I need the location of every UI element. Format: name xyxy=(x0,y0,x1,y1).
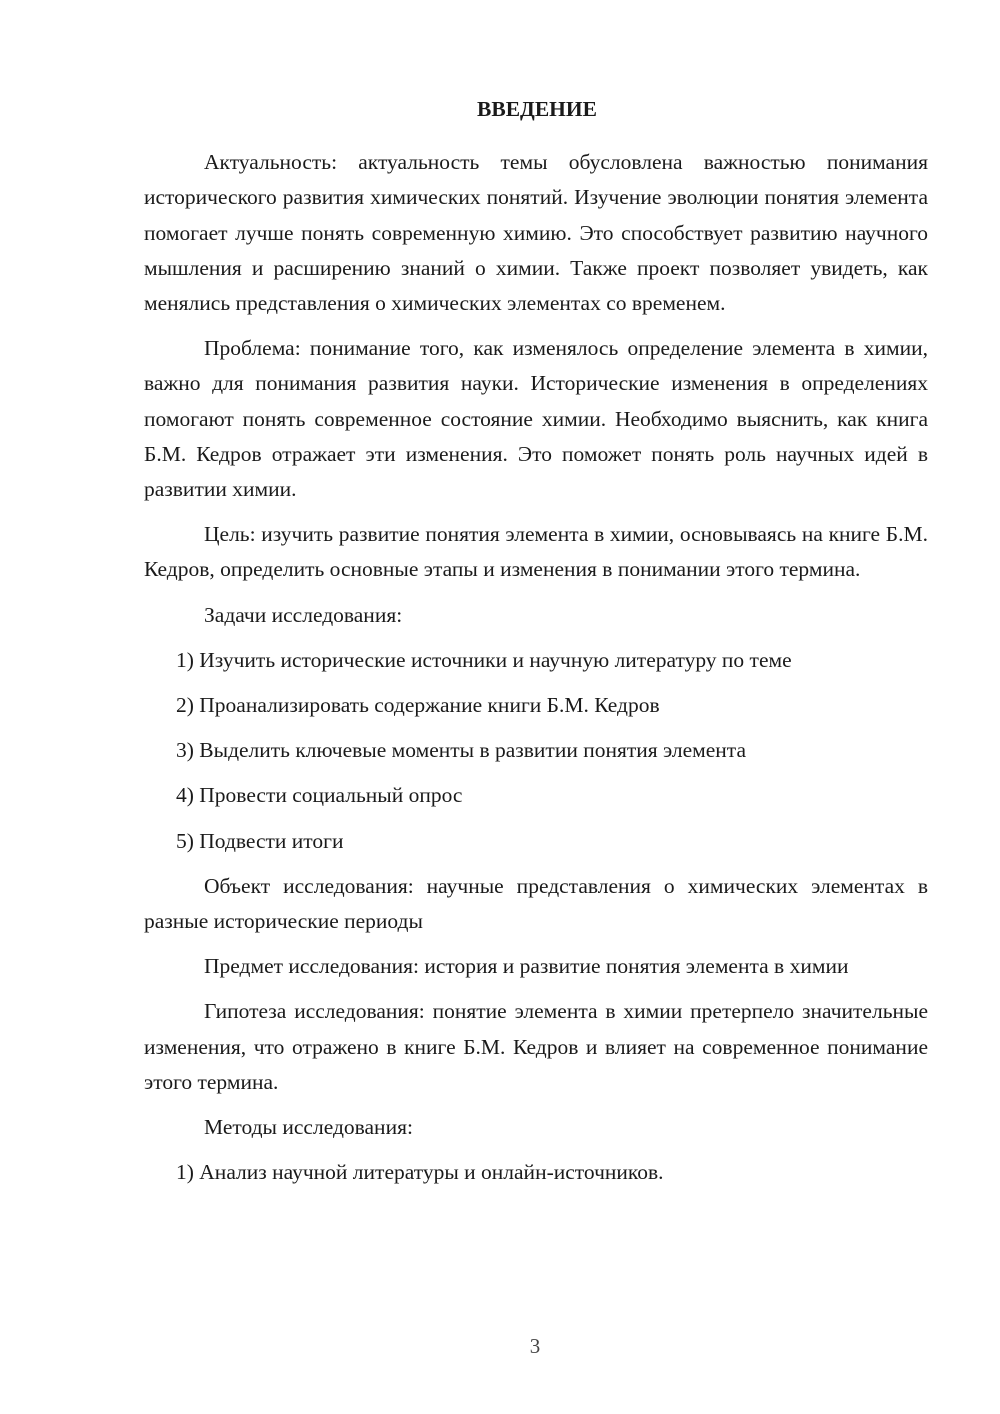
paragraph-subject: Предмет исследования: история и развитие понятия элемента в химии xyxy=(204,954,849,979)
paragraph-hypothesis: Гипотеза исследования: понятие элемента в химии претерпело значительные изменения, что отражено в книге Б.М. Кедров и влияет на современное понимание этого термина. xyxy=(144,999,928,1094)
paragraph-relevance: Актуальность: актуальность темы обусловлена важностью понимания исторического развития химических понятий. Изучение эволюции понятия элемента помогает лучше понять современную химию. Это способствует развитию научного мышления и расширению знаний о химии. Также проект позволяет увидеть, как менялись представления о химических элементах со временем. xyxy=(144,150,928,316)
task-item-1: 1) Изучить исторические источники и научную литературу по теме xyxy=(176,647,792,672)
task-item-4: 4) Провести социальный опрос xyxy=(176,783,463,808)
task-item-2: 2) Проанализировать содержание книги Б.М. Кедров xyxy=(176,693,660,718)
paragraph-object: Объект исследования: научные представления о химических элементах в разные исторические периоды xyxy=(144,873,928,934)
task-item-3: 3) Выделить ключевые моменты в развитии понятия элемента xyxy=(176,738,747,763)
tasks-heading: Задачи исследования: xyxy=(204,602,403,627)
paragraph-goal: Цель: изучить развитие понятия элемента в химии, основываясь на книге Б.М. Кедров, определить основные этапы и изменения в понимании этого термина. xyxy=(144,522,928,582)
task-item-5: 5) Подвести итоги xyxy=(176,828,344,853)
page-number: 3 xyxy=(529,1334,541,1358)
methods-heading: Методы исследования: xyxy=(204,1115,413,1140)
method-item-1: 1) Анализ научной литературы и онлайн-источников. xyxy=(176,1160,664,1185)
paragraph-problem: Проблема: понимание того, как изменялось определение элемента в химии, важно для понимания развития науки. Исторические изменения в определениях помогают понять современное состояние химии. Необходимо выяснить, как книга Б.М. Кедров отражает эти изменения. Это поможет понять роль научных идей в развитии химии. xyxy=(144,336,928,502)
document-page xyxy=(144,92,928,1200)
page-title: ВВЕДЕНИЕ xyxy=(477,97,597,121)
